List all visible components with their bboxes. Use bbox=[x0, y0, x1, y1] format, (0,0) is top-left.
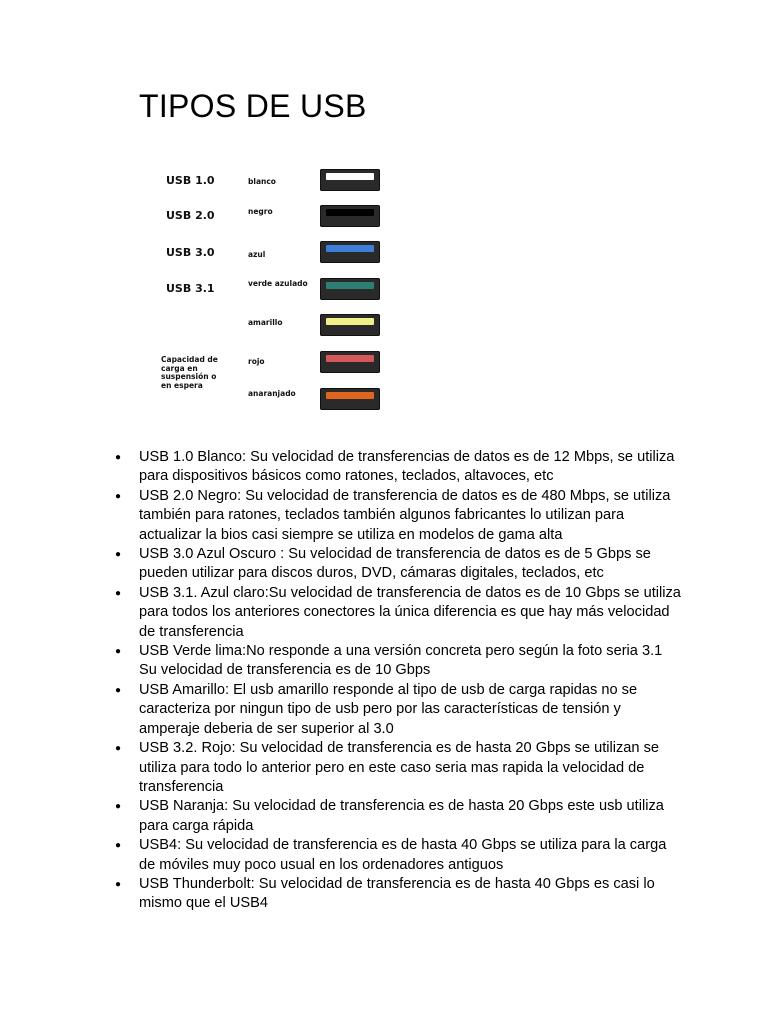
list-item: ● USB 1.0 Blanco: Su velocidad de transferencias de datos es de 12 Mbps, se utiliza para dispositivos básicos como ratones, teclados, altavoces, etc bbox=[139, 448, 684, 487]
usb-types-list bbox=[139, 448, 684, 914]
usb-version-label: USB 3.0 bbox=[166, 246, 215, 259]
usb-port-icon bbox=[320, 278, 380, 300]
usb-port-icon bbox=[320, 388, 380, 410]
port-color-label: rojo bbox=[248, 357, 265, 366]
port-tongue bbox=[326, 209, 374, 216]
usb-color-figure bbox=[150, 158, 390, 420]
port-tongue bbox=[326, 318, 374, 325]
port-color-label: blanco bbox=[248, 177, 276, 186]
port-color-label: azul bbox=[248, 250, 266, 259]
usb-port-icon bbox=[320, 205, 380, 227]
usb-port-icon bbox=[320, 169, 380, 191]
list-item: ● USB 3.2. Rojo: Su velocidad de transferencia es de hasta 20 Gbps se utilizan se utiliza para todo lo anterior pero en este caso seria mas rapida la velocidad de transferencia bbox=[139, 739, 684, 797]
port-color-label: verde azulado bbox=[248, 279, 308, 288]
list-item: ● USB 3.0 Azul Oscuro : Su velocidad de transferencia de datos es de 5 Gbps se pueden utilizar para discos duros, DVD, cámaras digitales, teclados, etc bbox=[139, 545, 684, 584]
port-tongue bbox=[326, 282, 374, 289]
port-tongue bbox=[326, 245, 374, 252]
port-color-label: negro bbox=[248, 207, 273, 216]
list-item: ● USB Naranja: Su velocidad de transferencia es de hasta 20 Gbps este usb utiliza para carga rápida bbox=[139, 797, 684, 836]
charging-note: Capacidad de carga en suspensión o en espera bbox=[161, 355, 218, 390]
port-tongue bbox=[326, 355, 374, 362]
page-title: TIPOS DE USB bbox=[139, 88, 367, 124]
list-item: ● USB Thunderbolt: Su velocidad de transferencia es de hasta 40 Gbps es casi lo mismo que el USB4 bbox=[139, 875, 684, 914]
usb-port-icon bbox=[320, 241, 380, 263]
usb-version-label: USB 2.0 bbox=[166, 209, 215, 222]
list-item: ● USB 3.1. Azul claro:Su velocidad de transferencia de datos es de 10 Gbps se utiliza para todos los anteriores conectores la única diferencia es que hay más velocidad de transferencia bbox=[139, 584, 684, 642]
usb-version-label: USB 3.1 bbox=[166, 282, 215, 295]
port-tongue bbox=[326, 173, 374, 180]
list-item: ● USB Verde lima:No responde a una versión concreta pero según la foto seria 3.1 Su velocidad de transferencia es de 10 Gbps bbox=[139, 642, 684, 681]
list-item: ● USB Amarillo: El usb amarillo responde al tipo de usb de carga rapidas no se caracteriza por ningun tipo de usb pero por las características de tensión y amperaje deberia de ser superior al 3.0 bbox=[139, 681, 684, 739]
usb-port-icon bbox=[320, 351, 380, 373]
list-item: ● USB4: Su velocidad de transferencia es de hasta 40 Gbps se utiliza para la carga de móviles muy poco usual en los ordenadores antiguos bbox=[139, 836, 684, 875]
port-color-label: amarillo bbox=[248, 318, 283, 327]
port-color-label: anaranjado bbox=[248, 389, 296, 398]
usb-port-icon bbox=[320, 314, 380, 336]
usb-version-label: USB 1.0 bbox=[166, 174, 215, 187]
port-tongue bbox=[326, 392, 374, 399]
list-item: ● USB 2.0 Negro: Su velocidad de transferencia de datos es de 480 Mbps, se utiliza también para ratones, teclados también algunos fabricantes lo utilizan para actualizar la bios casi siempre se utiliza en modelos de gama alta bbox=[139, 487, 684, 545]
